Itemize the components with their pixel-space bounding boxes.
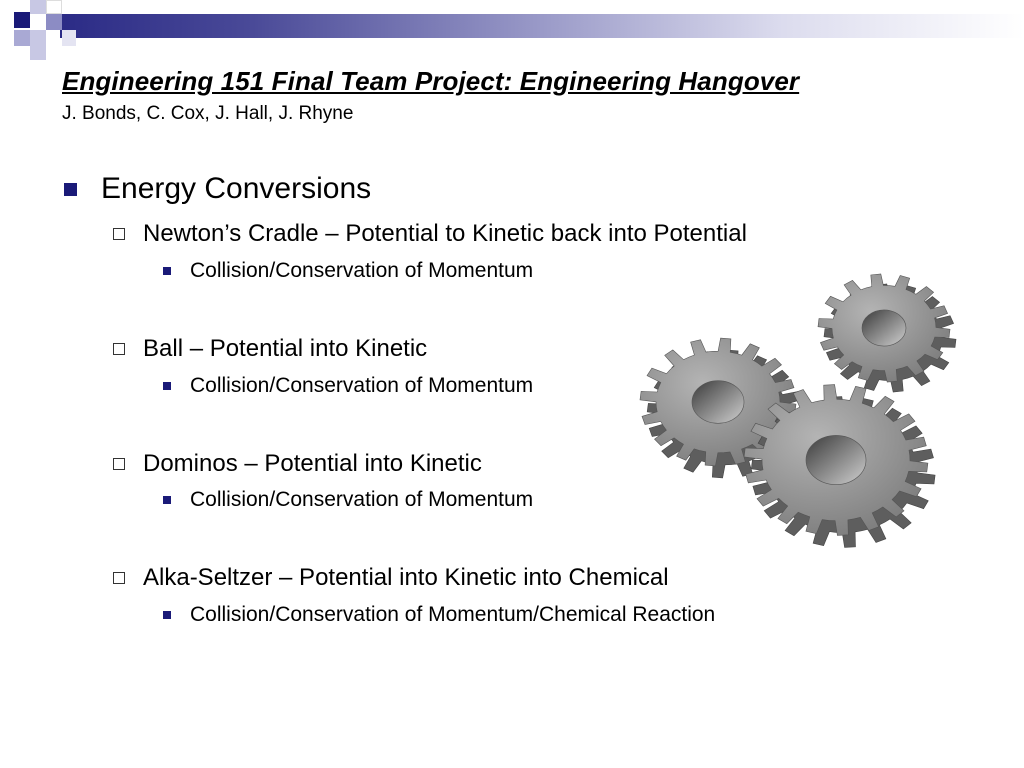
list-item <box>113 450 482 478</box>
list-item <box>113 564 669 592</box>
small-square-bullet-icon <box>163 611 171 619</box>
gear-hole <box>692 381 744 424</box>
list-item <box>113 220 747 248</box>
hollow-square-bullet-icon <box>113 228 125 240</box>
detail-label: Collision/Conservation of Momentum/Chemical Reaction <box>190 603 716 626</box>
slide-title: Engineering 151 Final Team Project: Engineering Hangover <box>62 66 800 96</box>
decor-square <box>46 14 62 30</box>
decor-square <box>30 14 46 30</box>
list-item-label: Dominos – Potential into Kinetic <box>143 450 482 477</box>
main-bullet <box>64 172 371 206</box>
detail-label: Collision/Conservation of Momentum <box>190 488 534 511</box>
list-item-detail <box>163 603 715 627</box>
decor-square <box>30 30 46 46</box>
hollow-square-bullet-icon <box>113 458 125 470</box>
list-item-detail <box>163 259 533 283</box>
small-square-bullet-icon <box>163 267 171 275</box>
small-square-bullet-icon <box>163 496 171 504</box>
decor-square <box>46 0 62 14</box>
list-item <box>113 335 427 363</box>
gear-hole <box>806 435 866 484</box>
small-square-bullet-icon <box>163 382 171 390</box>
square-bullet-icon <box>64 183 77 196</box>
decor-square <box>30 46 46 60</box>
list-item-label: Ball – Potential into Kinetic <box>143 335 428 362</box>
list-item-label: Newton’s Cradle – Potential to Kinetic back into Potential <box>143 220 747 247</box>
header-gradient-band <box>60 14 1024 38</box>
big-gear-icon <box>744 385 935 548</box>
gears-illustration <box>636 270 976 560</box>
gear-hole <box>862 310 906 346</box>
decor-square <box>14 30 30 46</box>
list-item-label: Alka-Seltzer – Potential into Kinetic into Chemical <box>143 564 669 591</box>
main-bullet-label: Energy Conversions <box>101 172 372 205</box>
list-item-detail <box>163 374 533 398</box>
decor-square <box>14 12 30 28</box>
small-gear-icon <box>818 274 956 392</box>
detail-label: Collision/Conservation of Momentum <box>190 259 534 282</box>
detail-label: Collision/Conservation of Momentum <box>190 374 534 397</box>
decor-square <box>62 30 76 46</box>
slide-authors: J. Bonds, C. Cox, J. Hall, J. Rhyne <box>62 103 354 124</box>
decor-square <box>30 0 46 14</box>
hollow-square-bullet-icon <box>113 572 125 584</box>
hollow-square-bullet-icon <box>113 343 125 355</box>
list-item-detail <box>163 488 533 512</box>
